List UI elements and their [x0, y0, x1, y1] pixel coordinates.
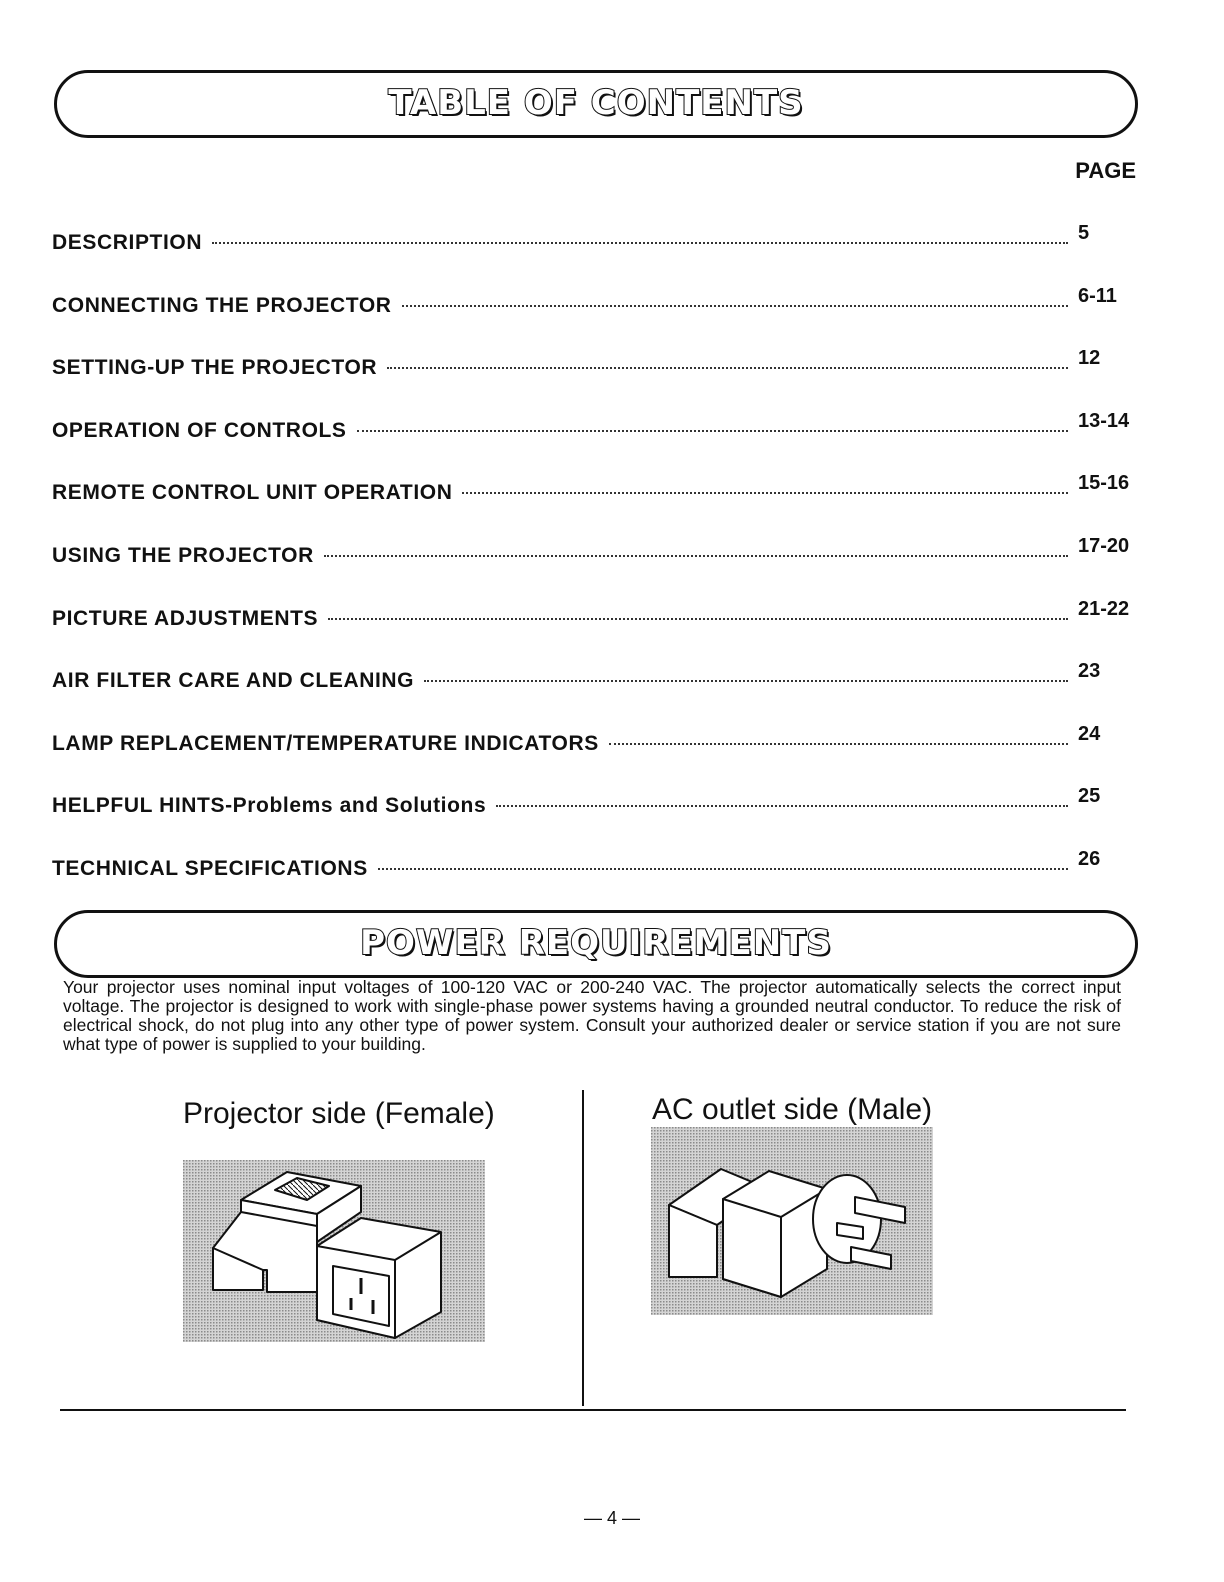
- toc-leader-dots: [402, 291, 1068, 307]
- toc-entry[interactable]: [52, 285, 1140, 348]
- page-number: — 4 —: [583, 1508, 640, 1528]
- toc-entry[interactable]: [52, 660, 1140, 723]
- toc-leader-dots: [609, 729, 1068, 745]
- toc-entry-page: 6-11: [1078, 284, 1117, 307]
- toc-entry-label: AIR FILTER CARE AND CLEANING: [52, 669, 415, 693]
- toc-leader-dots: [462, 478, 1068, 494]
- toc-entry[interactable]: [52, 848, 1140, 911]
- toc-banner: [54, 70, 1138, 138]
- toc-entry-label: CONNECTING THE PROJECTOR: [52, 293, 392, 317]
- toc-entry-page: 15-16: [1078, 472, 1130, 495]
- power-title: POWER REQUIREMENTS: [360, 923, 832, 963]
- toc-entry-page: 17-20: [1078, 534, 1130, 557]
- toc-entry[interactable]: [52, 598, 1140, 661]
- toc-entry-page: 12: [1078, 347, 1101, 370]
- toc-entry-page: 25: [1078, 785, 1101, 808]
- toc-entry-label: LAMP REPLACEMENT/TEMPERATURE INDICATORS: [52, 731, 599, 755]
- toc-list: [52, 222, 1140, 911]
- toc-leader-dots: [328, 604, 1068, 620]
- toc-entry-page: 24: [1078, 722, 1101, 745]
- toc-leader-dots: [324, 541, 1068, 557]
- section-divider: [60, 1409, 1126, 1411]
- toc-entry-page: 26: [1078, 847, 1101, 870]
- toc-entry[interactable]: [52, 785, 1140, 848]
- toc-entry[interactable]: [52, 472, 1140, 535]
- column-divider: [582, 1090, 584, 1406]
- toc-entry[interactable]: [52, 222, 1140, 285]
- toc-entry[interactable]: [52, 347, 1140, 410]
- toc-leader-dots: [357, 416, 1068, 432]
- toc-entry-label: REMOTE CONTROL UNIT OPERATION: [52, 481, 453, 505]
- toc-entry-label: TECHNICAL SPECIFICATIONS: [52, 856, 368, 880]
- power-description: Your projector uses nominal input voltages of 100-120 VAC or 200-240 VAC. The projector automatically selects the correct input voltage. The projector is designed to work with single-phase power systems having a grounded neutral conductor. To reduce the risk of electrical shock, do not plug into any other type of power system. Consult your authorized dealer or service station if you are not sure what type of power is supplied to your building.: [63, 977, 1121, 1054]
- power-banner: [54, 910, 1138, 978]
- toc-leader-dots: [212, 228, 1068, 244]
- toc-title: TABLE OF CONTENTS: [388, 83, 804, 123]
- toc-entry[interactable]: [52, 535, 1140, 598]
- toc-entry-label: SETTING-UP THE PROJECTOR: [52, 356, 378, 380]
- female-caption: Projector side (Female): [183, 1097, 495, 1130]
- toc-leader-dots: [378, 854, 1068, 870]
- female-power-connector-icon: [183, 1160, 485, 1342]
- toc-leader-dots: [387, 353, 1068, 369]
- toc-entry[interactable]: [52, 410, 1140, 473]
- toc-leader-dots: [424, 666, 1068, 682]
- toc-entry[interactable]: [52, 723, 1140, 786]
- toc-entry-label: HELPFUL HINTS-Problems and Solutions: [52, 794, 487, 818]
- toc-entry-page: 13-14: [1078, 409, 1130, 432]
- toc-leader-dots: [496, 791, 1068, 807]
- male-caption: AC outlet side (Male): [652, 1093, 933, 1126]
- male-power-plug-icon: [651, 1127, 933, 1315]
- toc-entry-label: DESCRIPTION: [52, 231, 203, 254]
- toc-entry-label: PICTURE ADJUSTMENTS: [52, 606, 319, 630]
- toc-entry-page: 5: [1078, 222, 1090, 244]
- toc-entry-page: 21-22: [1078, 597, 1130, 620]
- toc-entry-label: OPERATION OF CONTROLS: [52, 418, 347, 442]
- toc-entry-page: 23: [1078, 660, 1101, 683]
- page-column-header: PAGE: [1075, 158, 1136, 183]
- toc-entry-label: USING THE PROJECTOR: [52, 543, 314, 567]
